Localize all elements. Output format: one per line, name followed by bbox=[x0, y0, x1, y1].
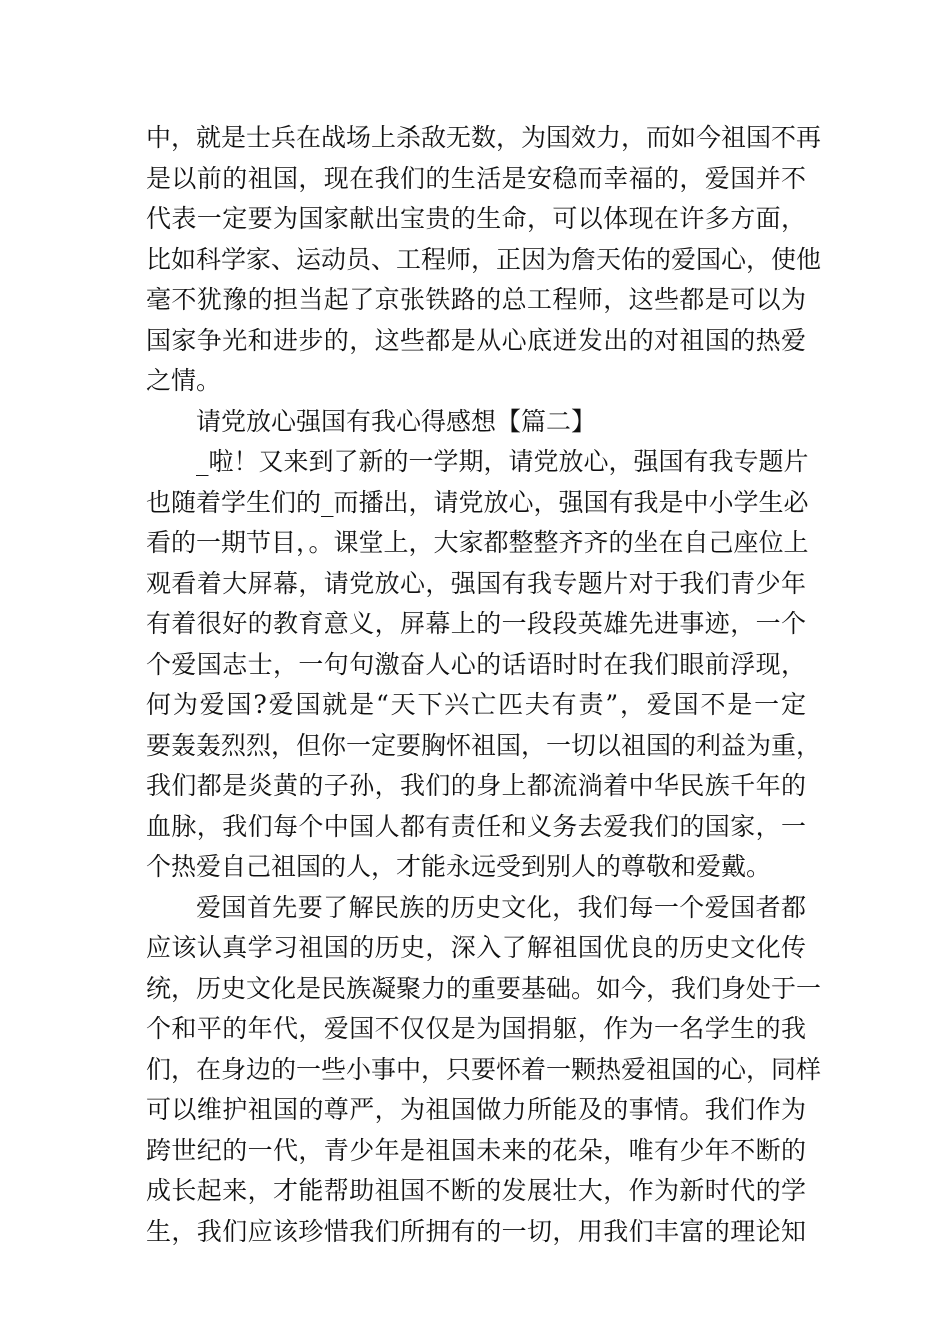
paragraph bbox=[146, 442, 822, 888]
document-body bbox=[146, 118, 822, 1252]
text-line: 之情。 bbox=[146, 366, 222, 395]
text-line: 爱国首先要了解民族的历史文化，我们每一个爱国者都 bbox=[196, 892, 806, 922]
paragraph bbox=[146, 888, 822, 1253]
heading-text: 请党放心强国有我心得感想【篇二】 bbox=[196, 406, 597, 436]
text-line: 有着很好的教育意义，屏幕上的一段段英雄先进事迹，一个 bbox=[146, 609, 806, 638]
text-line: 们，在身边的一些小事中，只要怀着一颗热爱祖国的心，同样 bbox=[146, 1054, 822, 1084]
text-line: 个热爱自己祖国的人，才能永远受到别人的尊敬和爱戴。 bbox=[146, 852, 772, 881]
section-heading bbox=[146, 402, 806, 443]
text-line: 个爱国志士，一句句激奋人心的话语时时在我们眼前浮现， bbox=[146, 649, 806, 679]
text-line: 观看着大屏幕，请党放心，强国有我专题片对于我们青少年 bbox=[146, 568, 806, 598]
text-line: 个和平的年代，爱国不仅仅是为国捐躯，作为一名学生的我 bbox=[146, 1014, 806, 1043]
text-line: 国家争光和进步的，这些都是从心底迸发出的对祖国的热爱 bbox=[146, 325, 806, 355]
text-line: 中，就是士兵在战场上杀敌无数，为国效力，而如今祖国不再 bbox=[146, 123, 822, 152]
text-line: 毫不犹豫的担当起了京张铁路的总工程师，这些都是可以为 bbox=[146, 285, 806, 314]
text-line: 也随着学生们的_而播出，请党放心，强国有我是中小学生必 bbox=[146, 487, 809, 517]
text-line: 生，我们应该珍惜我们所拥有的一切，用我们丰富的理论知 bbox=[146, 1216, 806, 1246]
text-line: 看的一期节目，。课堂上，大家都整整齐齐的坐在自己座位上 bbox=[146, 528, 809, 557]
text-line: 统，历史文化是民族凝聚力的重要基础。如今，我们身处于一 bbox=[146, 973, 822, 1003]
text-line: 何为爱国?爱国就是“天下兴亡匹夫有责”，爱国不是一定 bbox=[146, 690, 806, 719]
text-line: 应该认真学习祖国的历史，深入了解祖国优良的历史文化传 bbox=[146, 933, 806, 962]
text-line: 成长起来，才能帮助祖国不断的发展壮大，作为新时代的学 bbox=[146, 1176, 806, 1205]
text-line: 跨世纪的一代，青少年是祖国未来的花朵，唯有少年不断的 bbox=[146, 1135, 806, 1165]
text-line: 是以前的祖国，现在我们的生活是安稳而幸福的，爱国并不 bbox=[146, 163, 806, 193]
text-line: 血脉，我们每个中国人都有责任和义务去爱我们的国家，一 bbox=[146, 811, 806, 841]
text-line: 比如科学家、运动员、工程师，正因为詹天佑的爱国心，使他 bbox=[146, 244, 822, 274]
text-line: 要轰轰烈烈，但你一定要胸怀祖国，一切以祖国的利益为重， bbox=[146, 730, 822, 760]
text-line: 代表一定要为国家献出宝贵的生命，可以体现在许多方面， bbox=[146, 204, 806, 233]
text-line: 可以维护祖国的尊严，为祖国做力所能及的事情。我们作为 bbox=[146, 1095, 806, 1124]
paragraph bbox=[146, 118, 822, 402]
text-line: _啦！又来到了新的一学期，请党放心，强国有我专题片 bbox=[196, 447, 809, 476]
text-line: 我们都是炎黄的子孙，我们的身上都流淌着中华民族千年的 bbox=[146, 771, 806, 800]
